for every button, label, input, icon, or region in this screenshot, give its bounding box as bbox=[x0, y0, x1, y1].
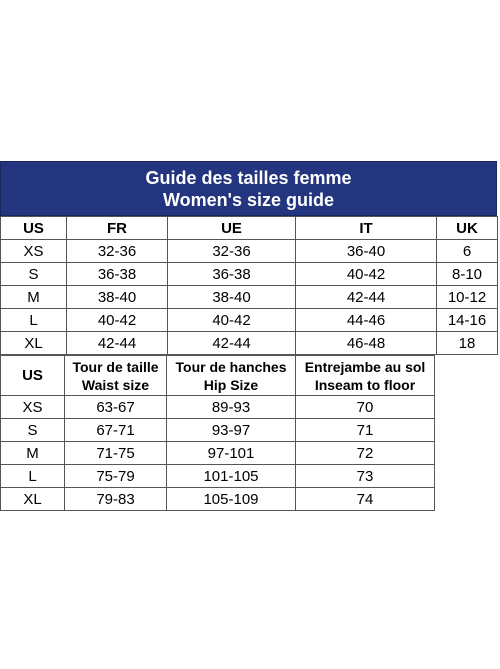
column-header-us-label: US bbox=[22, 367, 43, 384]
inseam-cell: 70 bbox=[296, 396, 435, 419]
size-uk-cell: 6 bbox=[437, 240, 498, 263]
banner-title-english: Women's size guide bbox=[163, 189, 334, 210]
size-us-cell: XS bbox=[1, 396, 65, 419]
table-row bbox=[1, 396, 435, 419]
table-row bbox=[1, 332, 498, 355]
waist-cell: 71-75 bbox=[65, 442, 167, 465]
size-guide-banner bbox=[0, 161, 497, 216]
size-us-cell: M bbox=[1, 286, 67, 309]
size-us-cell: L bbox=[1, 309, 67, 332]
inseam-cell: 71 bbox=[296, 419, 435, 442]
size-it-cell: 36-40 bbox=[296, 240, 437, 263]
size-conversion-table bbox=[0, 216, 498, 355]
waist-header-english: Waist size bbox=[81, 376, 150, 393]
column-header-us bbox=[1, 356, 65, 396]
table-row bbox=[1, 309, 498, 332]
size-uk-cell: 8-10 bbox=[437, 263, 498, 286]
table-row bbox=[1, 419, 435, 442]
size-fr-cell: 42-44 bbox=[67, 332, 168, 355]
column-header-ue: UE bbox=[168, 217, 296, 240]
size-fr-cell: 38-40 bbox=[67, 286, 168, 309]
size-uk-cell: 10-12 bbox=[437, 286, 498, 309]
size-it-cell: 44-46 bbox=[296, 309, 437, 332]
size-fr-cell: 36-38 bbox=[67, 263, 168, 286]
column-header-us: US bbox=[1, 217, 67, 240]
waist-header-french: Tour de taille bbox=[72, 358, 159, 375]
measurement-header-row bbox=[1, 356, 435, 396]
size-uk-cell: 18 bbox=[437, 332, 498, 355]
inseam-cell: 73 bbox=[296, 465, 435, 488]
size-it-cell: 42-44 bbox=[296, 286, 437, 309]
waist-cell: 67-71 bbox=[65, 419, 167, 442]
hip-cell: 97-101 bbox=[167, 442, 296, 465]
size-it-cell: 40-42 bbox=[296, 263, 437, 286]
size-us-cell: L bbox=[1, 465, 65, 488]
size-fr-cell: 32-36 bbox=[67, 240, 168, 263]
size-uk-cell: 14-16 bbox=[437, 309, 498, 332]
inseam-header-french: Entrejambe au sol bbox=[304, 358, 426, 375]
size-us-cell: S bbox=[1, 419, 65, 442]
column-header-it: IT bbox=[296, 217, 437, 240]
size-us-cell: XL bbox=[1, 332, 67, 355]
table-row bbox=[1, 263, 498, 286]
hip-cell: 101-105 bbox=[167, 465, 296, 488]
column-header-uk: UK bbox=[437, 217, 498, 240]
size-ue-cell: 40-42 bbox=[168, 309, 296, 332]
size-ue-cell: 42-44 bbox=[168, 332, 296, 355]
size-us-cell: XS bbox=[1, 240, 67, 263]
hip-header-french: Tour de hanches bbox=[175, 358, 287, 375]
size-us-cell: XL bbox=[1, 488, 65, 511]
table-row bbox=[1, 442, 435, 465]
size-it-cell: 46-48 bbox=[296, 332, 437, 355]
waist-cell: 75-79 bbox=[65, 465, 167, 488]
table-row bbox=[1, 465, 435, 488]
table-row bbox=[1, 286, 498, 309]
inseam-cell: 74 bbox=[296, 488, 435, 511]
waist-cell: 63-67 bbox=[65, 396, 167, 419]
size-ue-cell: 32-36 bbox=[168, 240, 296, 263]
size-ue-cell: 38-40 bbox=[168, 286, 296, 309]
column-header-inseam bbox=[296, 356, 435, 396]
banner-title-french: Guide des tailles femme bbox=[145, 167, 352, 188]
size-us-cell: M bbox=[1, 442, 65, 465]
inseam-header-english: Inseam to floor bbox=[314, 376, 416, 393]
size-fr-cell: 40-42 bbox=[67, 309, 168, 332]
hip-header-english: Hip Size bbox=[203, 376, 259, 393]
hip-cell: 89-93 bbox=[167, 396, 296, 419]
hip-cell: 105-109 bbox=[167, 488, 296, 511]
size-us-cell: S bbox=[1, 263, 67, 286]
column-header-hip bbox=[167, 356, 296, 396]
inseam-cell: 72 bbox=[296, 442, 435, 465]
waist-cell: 79-83 bbox=[65, 488, 167, 511]
column-header-fr: FR bbox=[67, 217, 168, 240]
table-row bbox=[1, 240, 498, 263]
column-header-waist bbox=[65, 356, 167, 396]
table-row bbox=[1, 488, 435, 511]
body-measurement-table bbox=[0, 355, 435, 511]
conversion-header-row bbox=[1, 217, 498, 240]
hip-cell: 93-97 bbox=[167, 419, 296, 442]
size-ue-cell: 36-38 bbox=[168, 263, 296, 286]
